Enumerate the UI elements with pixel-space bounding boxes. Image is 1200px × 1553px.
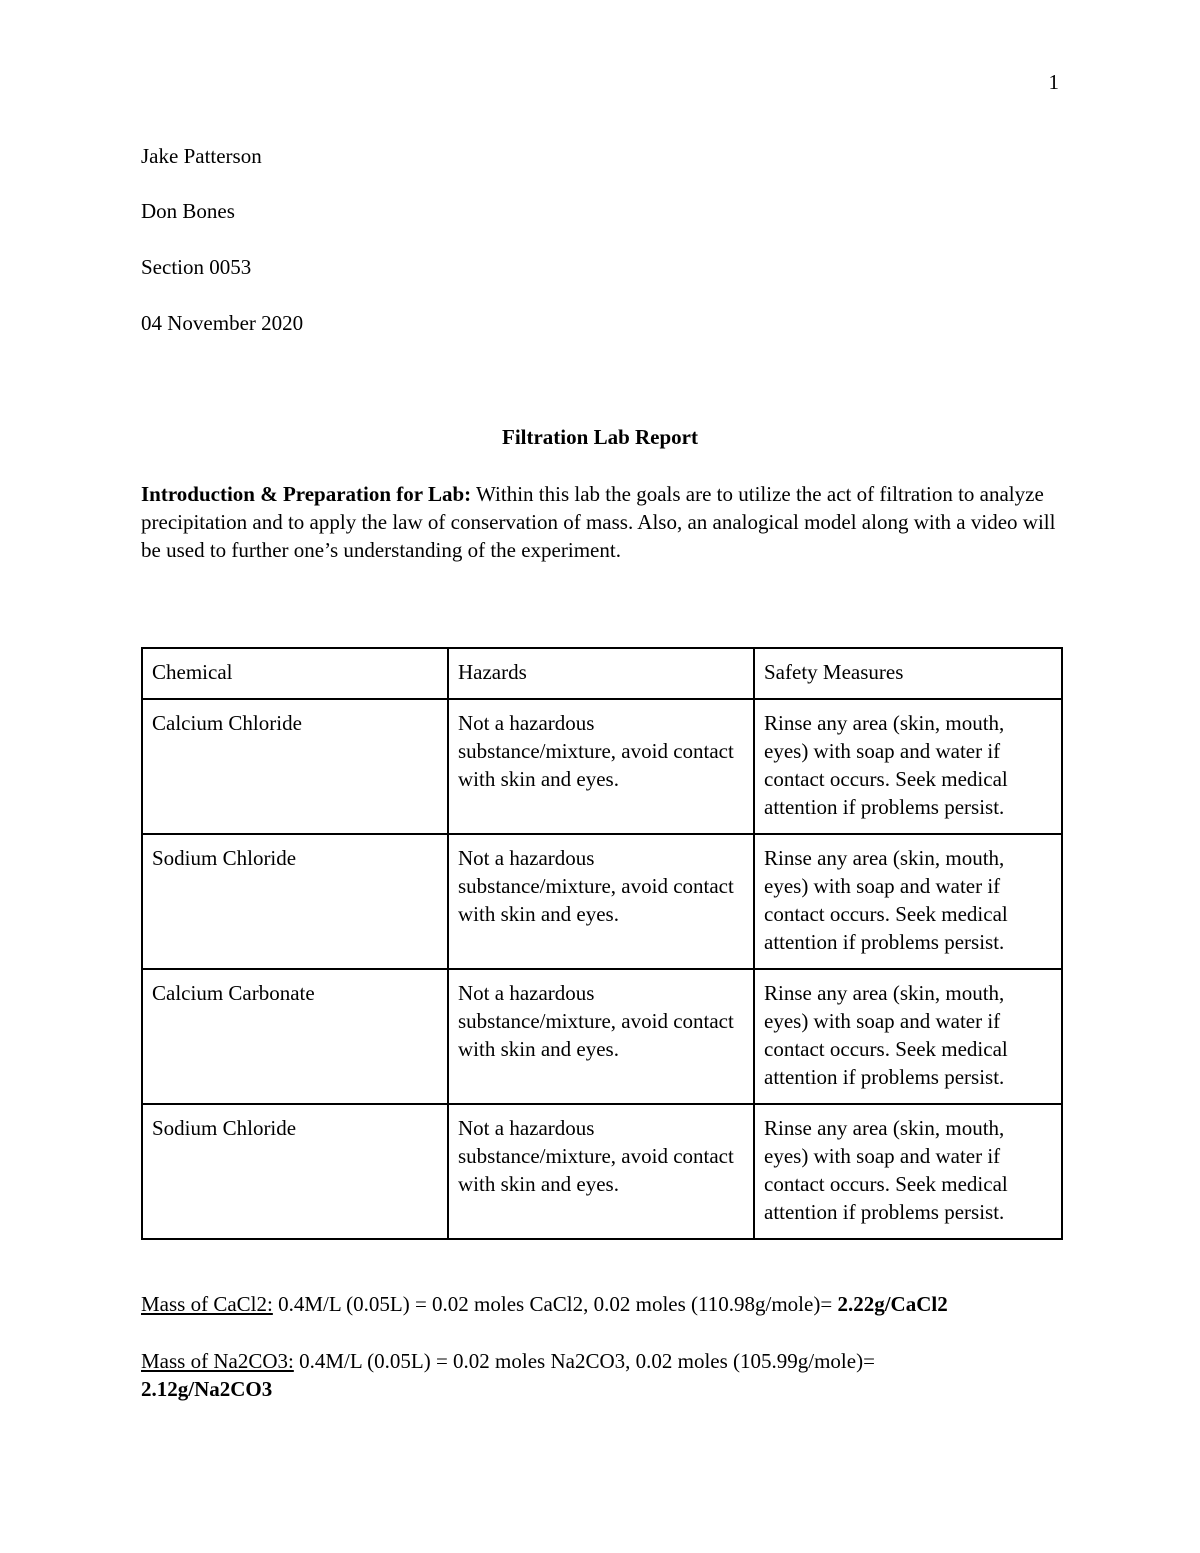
author-name: Jake Patterson xyxy=(141,144,262,168)
calculation-result: 2.12g/Na2CO3 xyxy=(141,1377,273,1401)
hazards-cell: Not a hazardous substance/mixture, avoid contact with skin and eyes. xyxy=(448,699,754,834)
column-header-hazards: Hazards xyxy=(448,648,754,699)
mass-calculation-na2co3 xyxy=(141,1347,1061,1403)
report-date: 04 November 2020 xyxy=(141,311,304,335)
hazards-cell: Not a hazardous substance/mixture, avoid contact with skin and eyes. xyxy=(448,1104,754,1239)
safety-cell: Rinse any area (skin, mouth, eyes) with soap and water if contact occurs. Seek medical attention if problems persist. xyxy=(754,699,1062,834)
calculation-label: Mass of CaCl2: xyxy=(141,1292,273,1316)
introduction-heading: Introduction & Preparation for Lab: xyxy=(141,482,472,506)
table-row xyxy=(142,969,1062,1104)
safety-cell: Rinse any area (skin, mouth, eyes) with soap and water if contact occurs. Seek medical attention if problems persist. xyxy=(754,1104,1062,1239)
hazards-cell: Not a hazardous substance/mixture, avoid contact with skin and eyes. xyxy=(448,969,754,1104)
chemical-hazards-table xyxy=(141,647,1063,1240)
page-number: 1 xyxy=(1048,70,1059,94)
chemical-cell: Sodium Chloride xyxy=(142,834,448,969)
hazards-cell: Not a hazardous substance/mixture, avoid contact with skin and eyes. xyxy=(448,834,754,969)
introduction-paragraph xyxy=(141,480,1061,564)
mass-calculation-cacl2 xyxy=(141,1290,1061,1318)
calculation-text: 0.4M/L (0.05L) = 0.02 moles Na2CO3, 0.02 moles (105.99g/mole)= xyxy=(293,1349,875,1373)
safety-cell: Rinse any area (skin, mouth, eyes) with soap and water if contact occurs. Seek medical attention if problems persist. xyxy=(754,834,1062,969)
calculation-result: 2.22g/CaCl2 xyxy=(837,1292,948,1316)
section-number: Section 0053 xyxy=(141,255,252,279)
safety-cell: Rinse any area (skin, mouth, eyes) with soap and water if contact occurs. Seek medical attention if problems persist. xyxy=(754,969,1062,1104)
column-header-chemical: Chemical xyxy=(142,648,448,699)
calculation-label: Mass of Na2CO3: xyxy=(141,1349,294,1373)
calculation-text: 0.4M/L (0.05L) = 0.02 moles CaCl2, 0.02 moles (110.98g/mole)= xyxy=(272,1292,838,1316)
introduction-text: Within this lab the goals are to utilize the act of filtration to analyze precipitation and to apply the law of conservation of mass. Also, an analogical model along with a video will be used to further one’s understanding of the experiment. xyxy=(141,482,1056,562)
chemical-cell: Calcium Chloride xyxy=(142,699,448,834)
chemical-cell: Calcium Carbonate xyxy=(142,969,448,1104)
table-row xyxy=(142,1104,1062,1239)
document-title: Filtration Lab Report xyxy=(502,425,698,449)
chemical-cell: Sodium Chloride xyxy=(142,1104,448,1239)
column-header-safety-measures: Safety Measures xyxy=(754,648,1062,699)
table-row xyxy=(142,699,1062,834)
instructor-name: Don Bones xyxy=(141,199,235,223)
table-row xyxy=(142,834,1062,969)
table-header-row xyxy=(142,648,1062,699)
